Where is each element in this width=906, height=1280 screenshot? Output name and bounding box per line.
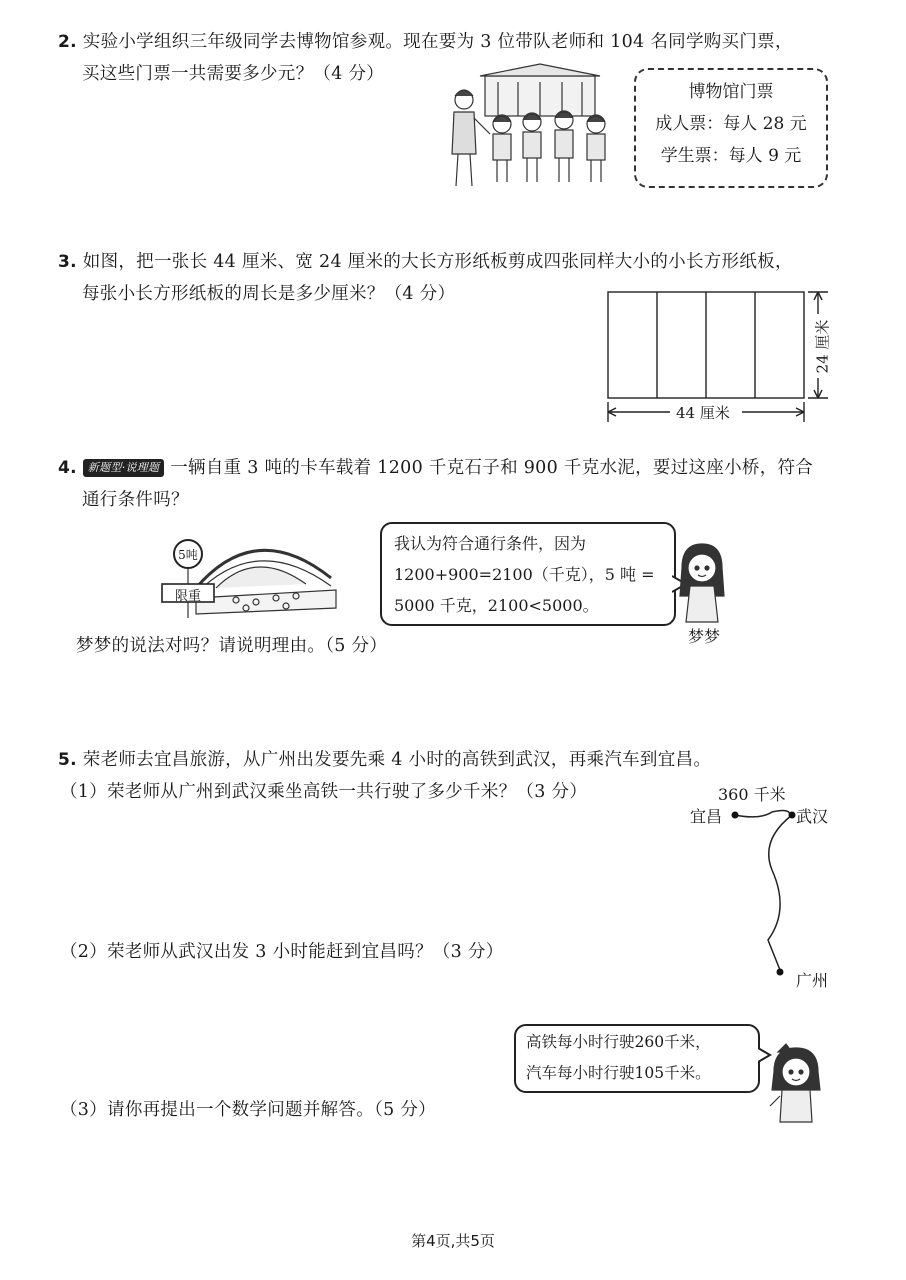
q5-text	[58, 744, 711, 776]
girl-icon	[764, 1040, 828, 1124]
bubble-line-2: 1200+900=2100（千克），5 吨 =	[394, 565, 655, 584]
ticket-title: 博物馆门票	[688, 82, 774, 102]
ticket-student-price: 学生票：每人 9 元	[660, 146, 802, 166]
ticket-adult-price: 成人票：每人 28 元	[655, 114, 807, 134]
q4-text	[58, 452, 813, 516]
speaker-name: 梦梦	[688, 627, 721, 646]
q2-line2: 买这些门票一共需要多少元？（4 分）	[82, 64, 385, 84]
q5-sub1: （1）荣老师从广州到武汉乘坐高铁一共行驶了多少千米？（3 分）	[60, 782, 588, 802]
q5-sub2: （2）荣老师从武汉出发 3 小时能赶到宜昌吗？（3 分）	[60, 942, 504, 962]
height-label: 24 厘米	[813, 319, 832, 374]
museum-children-illustration	[440, 62, 620, 192]
yichang-label: 宜昌	[690, 807, 723, 826]
q3-number: 3.	[58, 252, 77, 272]
q3-line2: 每张小长方形纸板的周长是多少厘米？（4 分）	[82, 284, 456, 304]
q4-question: 梦梦的说法对吗？请说明理由。（5 分）	[76, 636, 388, 656]
q2-line1: 实验小学组织三年级同学去博物馆参观。现在要为 3 位带队老师和 104 名同学购买门票，	[82, 32, 793, 52]
bridge-illustration	[156, 528, 356, 620]
mengmeng-speech-bubble	[380, 522, 676, 626]
q2-number: 2.	[58, 32, 77, 52]
q4-number: 4.	[58, 458, 77, 478]
bubble-line-1: 我认为符合通行条件，因为	[394, 534, 587, 553]
q5-line1: 荣老师去宜昌旅游，从广州出发要先乘 4 小时的高铁到武汉，再乘汽车到宜昌。	[82, 750, 712, 770]
q5-number: 5.	[58, 750, 77, 770]
weight-limit-sign: 5吨	[178, 548, 198, 562]
speed-bubble-line-1: 高铁每小时行驶260千米，	[526, 1033, 711, 1051]
q5-sub3: （3）请你再提出一个数学问题并解答。（5 分）	[60, 1100, 436, 1120]
distance-label: 360 千米	[718, 785, 786, 804]
bubble-line-3: 5000 千克，2100<5000。	[394, 596, 599, 615]
q4-line1: 一辆自重 3 吨的卡车载着 1200 千克石子和 900 千克水泥，要过这座小桥，符合	[170, 458, 814, 478]
q3-line1: 如图，把一张长 44 厘米、宽 24 厘米的大长方形纸板剪成四张同样大小的小长方形纸板，	[82, 252, 793, 272]
guangzhou-label: 广州	[796, 971, 829, 990]
speed-speech-bubble	[514, 1024, 760, 1093]
page-footer: 第4页,共5页	[411, 1232, 495, 1250]
museum-ticket-box	[634, 68, 828, 188]
width-label: 44 厘米	[676, 404, 730, 422]
new-type-badge: 新题型·说理题	[83, 459, 165, 477]
wuhan-label: 武汉	[796, 807, 829, 826]
speed-bubble-line-2: 汽车每小时行驶105千米。	[526, 1064, 711, 1082]
weight-limit-label: 限重	[174, 589, 201, 604]
q4-line2: 通行条件吗？	[82, 490, 189, 510]
mengmeng-girl-icon	[672, 538, 732, 628]
